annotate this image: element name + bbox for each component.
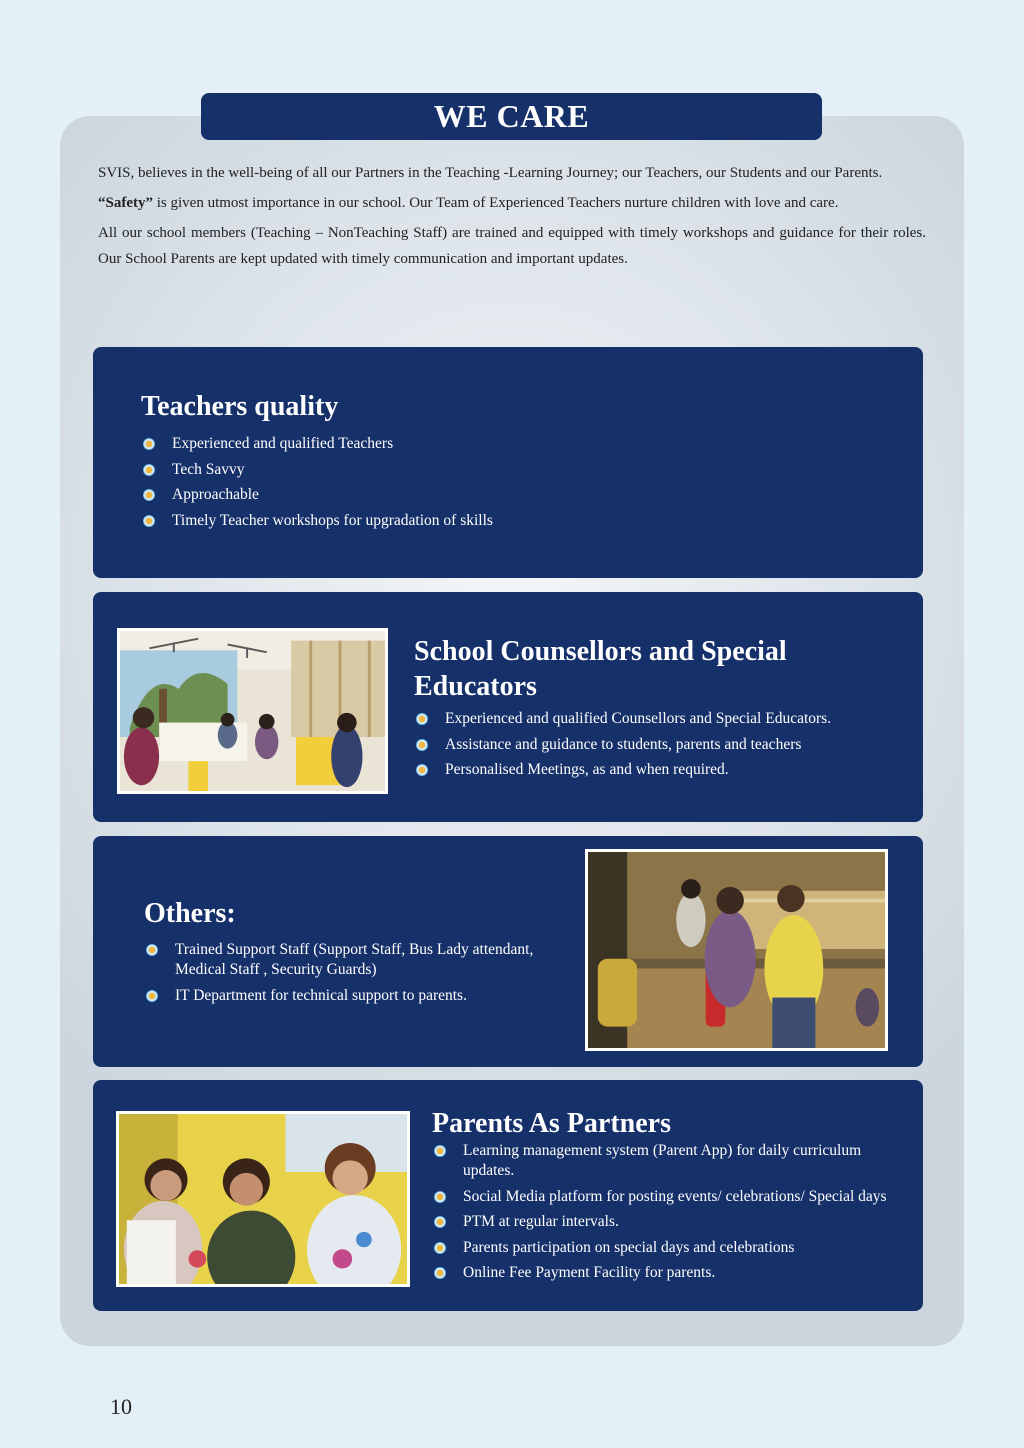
list-item-text: Tech Savvy xyxy=(172,460,245,478)
bullet-icon xyxy=(146,990,158,1002)
parents-celebration-photo xyxy=(116,1111,410,1287)
bullet-icon xyxy=(416,739,428,751)
intro-paragraph-2 xyxy=(98,190,926,216)
bullet-icon xyxy=(143,515,155,527)
counsellors-panel xyxy=(93,592,923,822)
safety-emphasis: “Safety” xyxy=(98,195,153,211)
list-item xyxy=(414,709,884,729)
list-item xyxy=(141,434,881,454)
list-item-text: IT Department for technical support to parents. xyxy=(175,986,467,1004)
list-item xyxy=(144,940,564,980)
list-item xyxy=(414,735,884,755)
list-item xyxy=(141,511,881,531)
list-item-text: Social Media platform for posting events/ celebrations/ Special days xyxy=(463,1187,887,1205)
list-item-text: Experienced and qualified Counsellors and Special Educators. xyxy=(445,710,832,727)
others-heading: Others: xyxy=(144,898,236,929)
bullet-icon xyxy=(143,464,155,476)
intro-paragraph-2-text: is given utmost importance in our school. Our Team of Experienced Teachers nurture children with love and care. xyxy=(153,195,839,211)
bullet-icon xyxy=(434,1267,446,1279)
page-title: WE CARE xyxy=(201,93,822,140)
list-item xyxy=(144,986,564,1006)
bullet-icon xyxy=(143,489,155,501)
bullet-icon xyxy=(416,764,428,776)
bullet-icon xyxy=(143,438,155,450)
parents-list xyxy=(432,1141,912,1283)
list-item xyxy=(432,1263,912,1283)
bullet-icon xyxy=(434,1216,446,1228)
fire-safety-training-photo xyxy=(585,849,888,1051)
list-item-text: Trained Support Staff (Support Staff, Bus Lady attendant, Medical Staff , Security Guards) xyxy=(175,941,534,978)
list-item-text: PTM at regular intervals. xyxy=(463,1213,619,1230)
list-item-text: Assistance and guidance to students, parents and teachers xyxy=(445,735,802,753)
list-item xyxy=(432,1141,912,1181)
list-item-text: Approachable xyxy=(172,486,259,503)
others-panel xyxy=(93,836,923,1067)
bullet-icon xyxy=(434,1145,446,1157)
list-item xyxy=(141,485,881,505)
counsellors-heading: School Counsellors and Special Educators xyxy=(414,636,787,702)
others-list xyxy=(144,940,564,1006)
list-item-text: Parents participation on special days and celebrations xyxy=(463,1238,795,1256)
teachers-quality-panel xyxy=(93,347,923,578)
list-item xyxy=(432,1212,912,1232)
bullet-icon xyxy=(434,1191,446,1203)
list-item-text: Personalised Meetings, as and when required. xyxy=(445,761,729,778)
bullet-icon xyxy=(434,1242,446,1254)
list-item xyxy=(414,760,884,780)
list-item-text: Learning management system (Parent App) for daily curriculum updates. xyxy=(463,1142,862,1179)
bullet-icon xyxy=(416,713,428,725)
list-item xyxy=(141,460,881,480)
parents-panel xyxy=(93,1080,923,1311)
bullet-icon xyxy=(146,944,158,956)
teachers-quality-heading: Teachers quality xyxy=(141,391,339,422)
parents-heading: Parents As Partners xyxy=(432,1108,671,1139)
page-number: 10 xyxy=(110,1394,132,1419)
teachers-quality-list xyxy=(141,434,881,531)
list-item-text: Experienced and qualified Teachers xyxy=(172,435,394,452)
counselling-classroom-photo xyxy=(117,628,388,794)
list-item-text: Online Fee Payment Facility for parents. xyxy=(463,1264,716,1281)
counsellors-list xyxy=(414,709,884,780)
intro-text xyxy=(98,160,926,276)
intro-paragraph-1: SVIS, believes in the well-being of all our Partners in the Teaching -Learning Journey; our Teachers, our Students and our Parents. xyxy=(98,165,883,181)
list-item-text: Timely Teacher workshops for upgradation of skills xyxy=(172,511,493,529)
list-item xyxy=(432,1238,912,1258)
intro-paragraph-3: All our school members (Teaching – NonTeaching Staff) are trained and equipped with timely workshops and guidance for their roles. Our School Parents are kept updated with timely communication and important updates. xyxy=(98,225,926,267)
list-item xyxy=(432,1187,912,1207)
